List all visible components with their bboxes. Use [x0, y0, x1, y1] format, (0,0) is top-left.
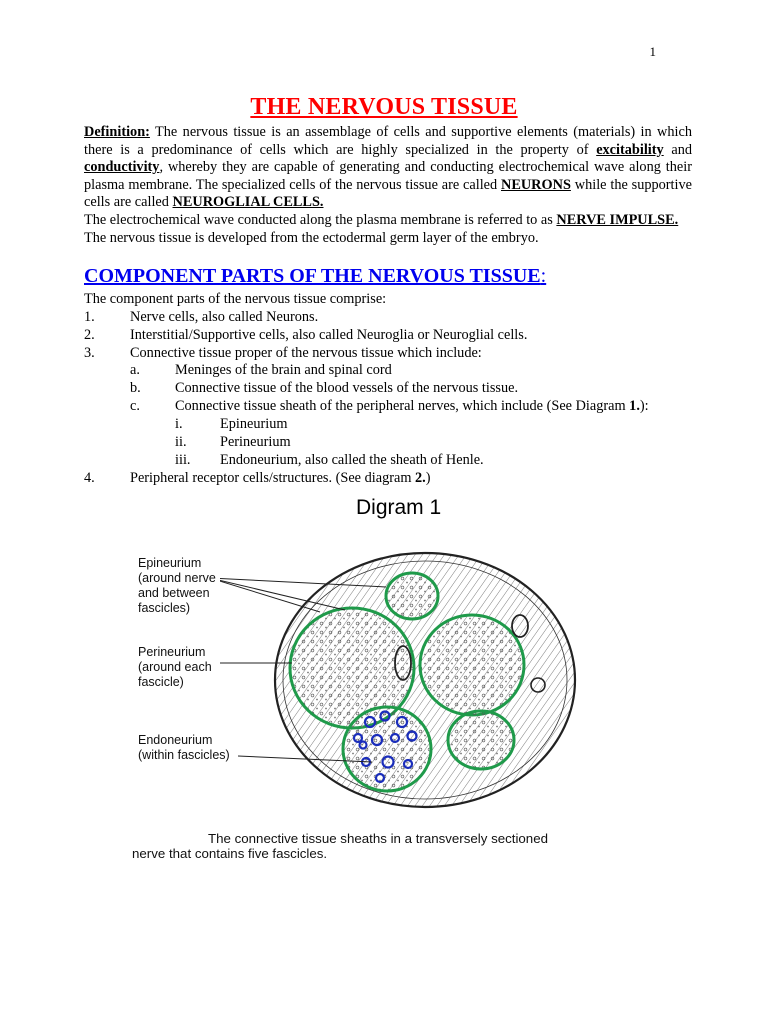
- diagram-title: Digram 1: [356, 496, 442, 519]
- definition-text-3: , whereby they are capable of generating and conducting electrochemical wave along their plasma membrane. The specialized cells of the nervous tissue are called: [84, 159, 692, 193]
- label-perineurium-line-2: (around each: [138, 660, 212, 674]
- label-perineurium: [138, 645, 212, 690]
- term-conductivity: conductivity: [84, 159, 160, 176]
- label-epineurium-line-4: fascicles): [138, 601, 191, 615]
- label-perineurium-line-3: fascicle): [138, 675, 184, 689]
- fascicle-right: [420, 615, 524, 715]
- label-endoneurium-line-1: Endoneurium: [138, 733, 213, 747]
- label-epineurium-line-2: (around nerve: [138, 571, 216, 585]
- list-num-4: 4.: [84, 470, 95, 486]
- label-perineurium-line-1: Perineurium: [138, 645, 206, 659]
- term-neurons: NEURONS: [501, 176, 571, 193]
- label-endoneurium: [138, 733, 230, 763]
- label-epineurium-line-3: and between: [138, 586, 210, 600]
- list-item-4: [130, 470, 431, 487]
- sublist-item-a: Meninges of the brain and spinal cord: [175, 362, 392, 378]
- components-heading: [84, 265, 546, 288]
- list-item-2: Interstitial/Supportive cells, also called Neuroglia or Neuroglial cells.: [130, 327, 528, 343]
- nerve-impulse-line: The electrochemical wave conducted along the plasma membrane is referred to as: [84, 211, 557, 228]
- subsub-item-iii: Endoneurium, also called the sheath of Henle.: [220, 452, 484, 468]
- sublist-item-c-text: Connective tissue sheath of the peripheral nerves, which include (See Diagram: [175, 398, 630, 414]
- label-endoneurium-line-2: (within fascicles): [138, 748, 230, 762]
- nerve-cross-section-diagram: [220, 540, 610, 825]
- list-item-3: Connective tissue proper of the nervous tissue which include:: [130, 345, 482, 361]
- sublist-item-b: Connective tissue of the blood vessels of the nervous tissue.: [175, 380, 519, 396]
- sublist-num-a: a.: [130, 362, 140, 378]
- definition-paragraph: [84, 124, 692, 247]
- sublist-num-b: b.: [130, 380, 141, 396]
- fascicle-bottom-right: [448, 711, 514, 769]
- sublist-num-c: c.: [130, 398, 140, 414]
- sublist-item-c-tail: ):: [639, 398, 649, 414]
- term-excitability: excitability: [596, 141, 664, 158]
- page-title: THE NERVOUS TISSUE: [250, 94, 518, 120]
- term-neuroglial-cells: NEUROGLIAL CELLS.: [172, 194, 324, 211]
- ectoderm-line: The nervous tissue is developed from the ectodermal germ layer of the embryo.: [84, 229, 539, 246]
- components-intro: The component parts of the nervous tissue comprise:: [84, 291, 387, 307]
- components-heading-colon: :: [540, 265, 547, 287]
- list-num-3: 3.: [84, 345, 95, 361]
- subsub-num-i: i.: [175, 416, 183, 432]
- subsub-item-i: Epineurium: [220, 416, 288, 432]
- term-nerve-impulse: NERVE IMPULSE.: [556, 211, 679, 228]
- diagram-caption-line-1: The connective tissue sheaths in a transversely sectioned: [208, 831, 548, 846]
- label-epineurium-line-1: Epineurium: [138, 556, 202, 570]
- list-num-1: 1.: [84, 309, 95, 325]
- list-item-4-text: Peripheral receptor cells/structures. (See diagram: [130, 470, 416, 486]
- list-item-1: Nerve cells, also called Neurons.: [130, 309, 319, 325]
- fascicle-top: [386, 573, 438, 619]
- diagram-caption-line-2: nerve that contains five fascicles.: [132, 846, 328, 861]
- definition-text-4: while the supportive cells are called: [84, 176, 692, 211]
- subsub-num-ii: ii.: [175, 434, 187, 450]
- list-num-2: 2.: [84, 327, 95, 343]
- diagram-ref-2: 2.: [415, 470, 426, 486]
- subsub-item-ii: Perineurium: [220, 434, 291, 450]
- diagram-ref-1: 1.: [629, 398, 640, 414]
- definition-label: Definition:: [84, 124, 150, 140]
- list-item-4-tail: ): [425, 470, 431, 486]
- components-heading-text: COMPONENT PARTS OF THE NERVOUS TISSUE: [84, 265, 541, 287]
- page-number: 1: [649, 44, 656, 59]
- definition-text-1: The nervous tissue is an assemblage of cells and supportive elements (materials) in which there is a predominance of cells which are highly specialized in the property of: [84, 124, 692, 158]
- definition-text-2: and: [663, 141, 692, 158]
- label-epineurium: [138, 556, 216, 616]
- subsub-num-iii: iii.: [175, 452, 191, 468]
- sublist-item-c: [175, 398, 649, 415]
